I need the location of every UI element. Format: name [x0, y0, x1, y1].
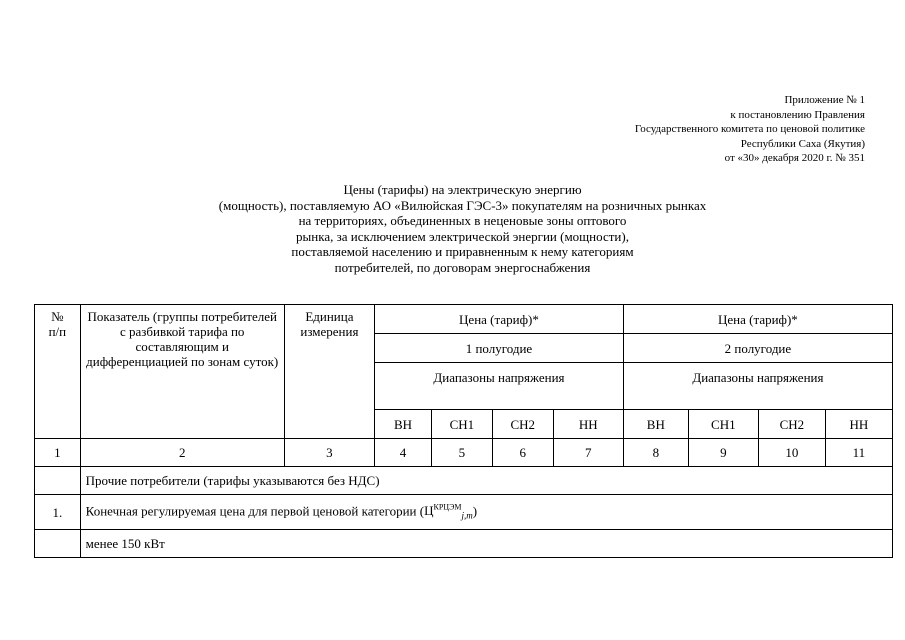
row-num-empty [35, 530, 81, 558]
column-number: 5 [431, 439, 492, 467]
row-less-150: менее 150 кВт [80, 530, 892, 558]
voltage-cell: НН [553, 410, 623, 439]
appendix-block [635, 93, 865, 166]
column-number: 3 [284, 439, 374, 467]
header-indicator: Показатель (группы потребителей с разбивкой тарифа по составляющим и дифференциацией по зонам суток) [80, 305, 284, 439]
row-item-1-text: Конечная регулируемая цена для первой ценовой категории ( [85, 503, 425, 519]
row-item-1-close: ) [472, 503, 478, 519]
voltage-cell: СН1 [431, 410, 492, 439]
tariff-table [34, 304, 893, 558]
voltage-cell: СН2 [492, 410, 553, 439]
appendix-line: Государственного комитета по ценовой политике [634, 123, 865, 136]
row-item-1 [80, 495, 892, 530]
header-half-2: 2 полугодие [623, 334, 892, 363]
title-line: рынка, за исключением электрической энергии (мощности), [296, 228, 629, 244]
header-half-1: 1 полугодие [375, 334, 624, 363]
column-number: 4 [375, 439, 432, 467]
row-num-empty [35, 467, 81, 495]
row-item-1-num: 1. [35, 495, 81, 530]
header-unit: Единица измерения [284, 305, 374, 439]
appendix-line: от «30» декабря 2020 г. № 351 [724, 152, 865, 165]
header-price-2: Цена (тариф)* [623, 305, 892, 334]
title-line: (мощность), поставляемую АО «Вилюйская ГЭС-3» покупателям на розничных рынках [218, 197, 707, 213]
price-formula [424, 503, 473, 521]
column-number: 2 [80, 439, 284, 467]
column-number: 9 [688, 439, 758, 467]
title-line: поставляемой населению и приравненным к нему категориям [291, 244, 634, 259]
voltage-cell: ВН [623, 410, 688, 439]
row-other-consumers: Прочие потребители (тарифы указываются без НДС) [80, 467, 892, 495]
formula-superscript: КРЦЭМ [433, 503, 462, 513]
appendix-line: Приложение № 1 [784, 94, 865, 106]
header-ranges-1: Диапазоны напряжения [375, 363, 624, 410]
column-number: 8 [623, 439, 688, 467]
header-ranges-2: Диапазоны напряжения [623, 363, 892, 410]
column-number: 10 [758, 439, 825, 467]
appendix-line: Республики Саха (Якутия) [740, 137, 865, 150]
voltage-cell: НН [825, 410, 892, 439]
header-num: № п/п [35, 305, 81, 439]
header-price-1: Цена (тариф)* [375, 305, 624, 334]
voltage-cell: СН1 [688, 410, 758, 439]
column-number: 7 [553, 439, 623, 467]
title-line: потребителей, по договорам энергоснабжения [334, 259, 591, 275]
column-number: 6 [492, 439, 553, 467]
title-line: на территориях, объединенных в неценовые зоны оптового [298, 213, 627, 228]
document-title [150, 182, 775, 275]
column-number: 11 [825, 439, 892, 467]
formula-subscript: j,m [461, 510, 473, 521]
voltage-cell: ВН [375, 410, 432, 439]
formula-base: Ц [424, 503, 434, 519]
appendix-line: к постановлению Правления [730, 108, 865, 121]
title-line: Цены (тарифы) на электрическую энергию [343, 182, 582, 197]
column-number: 1 [35, 439, 81, 467]
voltage-cell: СН2 [758, 410, 825, 439]
